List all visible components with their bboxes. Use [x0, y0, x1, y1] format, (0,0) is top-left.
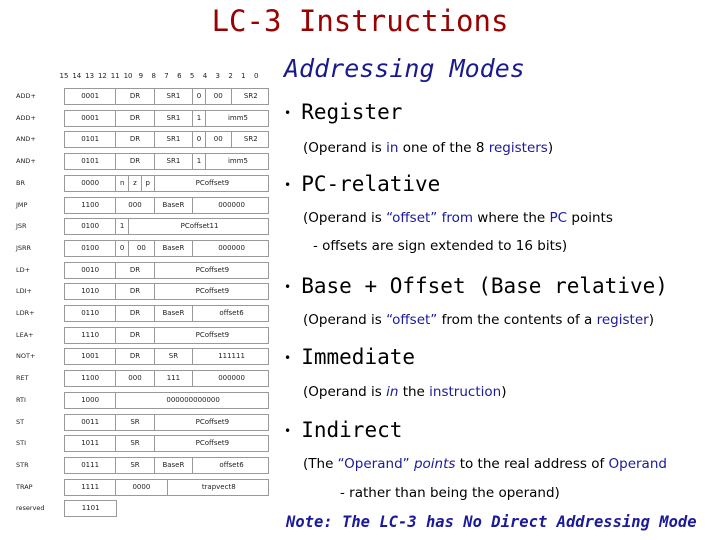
- encoding-field: PCoffset9: [195, 178, 230, 187]
- encoding-field: imm5: [227, 157, 248, 166]
- encoding-field: 0001: [65, 111, 116, 126]
- instruction-name: AND+: [16, 135, 36, 144]
- mode-base-offset-desc: (Operand is “offset” from the contents of a register): [303, 312, 654, 328]
- mode-register-desc: (Operand is in one of the 8 registers): [303, 140, 554, 156]
- mode-immediate-heading: • Immediate: [284, 345, 416, 369]
- encoding-field: offset6: [219, 460, 244, 469]
- bit-number: 5: [189, 72, 195, 80]
- mode-register-heading: • Register: [284, 100, 403, 124]
- encoding-field: 000000: [218, 200, 245, 209]
- instruction-name: reserved: [16, 504, 45, 513]
- encoding-field: SR2: [243, 135, 258, 144]
- instruction-name: NOT+: [16, 352, 36, 361]
- instruction-encoding: [64, 500, 117, 517]
- encoding-field: SR: [116, 415, 154, 430]
- encoding-field: SR: [116, 436, 154, 451]
- encoding-field: SR1: [155, 111, 193, 126]
- instruction-row: [0, 498, 276, 521]
- encoding-field: 1: [116, 219, 129, 234]
- instruction-encoding: [64, 348, 269, 365]
- encoding-field: z: [129, 176, 142, 191]
- instruction-name: STR: [16, 460, 29, 469]
- instruction-row: [0, 173, 276, 196]
- mode-pc-relative-desc: (Operand is “offset” from where the PC points: [303, 210, 613, 226]
- encoding-field: 0: [193, 132, 206, 147]
- instruction-name: LDI+: [16, 287, 32, 296]
- encoding-field: SR1: [155, 89, 193, 104]
- encoding-field: SR1: [155, 132, 193, 147]
- encoding-field: 1101: [81, 504, 100, 513]
- bit-number: 2: [228, 72, 233, 80]
- instruction-encoding: [64, 175, 269, 192]
- instruction-name: AND+: [16, 157, 36, 166]
- mode-indirect-sub: - rather than being the operand): [340, 485, 560, 501]
- page-title: LC-3 Instructions: [211, 4, 509, 38]
- instruction-name: LD+: [16, 265, 31, 274]
- mode-pc-relative-sub: - offsets are sign extended to 16 bits): [313, 238, 568, 254]
- encoding-field: 0000: [65, 176, 116, 191]
- instruction-row: [0, 260, 276, 283]
- encoding-field: 0110: [65, 306, 116, 321]
- bit-number: 8: [151, 72, 156, 80]
- instruction-name: BR: [16, 178, 25, 187]
- instruction-name: JMP: [16, 200, 28, 209]
- instruction-name: LEA+: [16, 330, 34, 339]
- instruction-row: [0, 238, 276, 261]
- encoding-field: 0: [116, 241, 129, 256]
- instruction-encoding: [64, 283, 269, 300]
- encoding-field: 0011: [65, 415, 116, 430]
- instruction-encoding: [64, 131, 269, 148]
- instruction-row: [0, 455, 276, 478]
- encoding-field: DR: [116, 349, 154, 364]
- bit-number: 9: [138, 72, 144, 80]
- encoding-field: imm5: [227, 113, 248, 122]
- instruction-encoding: [64, 479, 269, 496]
- instruction-row: [0, 108, 276, 131]
- encoding-field: p: [142, 176, 155, 191]
- mode-indirect-heading: • Indirect: [284, 418, 403, 442]
- instruction-encoding: [64, 327, 269, 344]
- encoding-field: DR: [116, 284, 154, 299]
- bit-number: 1: [241, 72, 246, 80]
- instruction-row: [0, 151, 276, 174]
- bit-number: 14: [72, 72, 82, 80]
- encoding-field: 0001: [65, 89, 116, 104]
- bit-number-header: [58, 72, 273, 82]
- instruction-name: JSRR: [16, 243, 32, 252]
- encoding-field: SR: [155, 349, 193, 364]
- encoding-field: 111: [155, 371, 193, 386]
- encoding-field: PCoffset9: [195, 417, 230, 426]
- encoding-field: DR: [116, 154, 154, 169]
- instruction-row: [0, 86, 276, 109]
- encoding-field: 0100: [65, 241, 116, 256]
- instruction-row: [0, 281, 276, 304]
- encoding-field: 1100: [65, 371, 116, 386]
- encoding-field: DR: [116, 132, 154, 147]
- instruction-name: ADD+: [16, 92, 36, 100]
- instruction-row: [0, 433, 276, 456]
- encoding-field: 000000000000: [166, 395, 220, 404]
- instruction-name: ADD+: [16, 113, 36, 122]
- mode-indirect-desc: (The “Operand” points to the real address of Operand: [303, 456, 667, 472]
- encoding-field: BaseR: [155, 458, 193, 473]
- instruction-name: LDR+: [16, 309, 35, 317]
- encoding-field: PCoffset9: [195, 265, 230, 274]
- instruction-row: [0, 195, 276, 218]
- encoding-field: 1111: [65, 480, 116, 495]
- encoding-field: trapvect8: [201, 482, 236, 491]
- encoding-field: 0010: [65, 263, 116, 278]
- encoding-field: DR: [116, 111, 154, 126]
- instruction-row: [0, 412, 276, 435]
- instruction-name: RTI: [16, 395, 26, 404]
- bit-number: 13: [85, 72, 95, 80]
- encoding-field: 00: [206, 89, 232, 104]
- encoding-field: 00: [129, 241, 155, 256]
- encoding-field: 1000: [65, 393, 116, 408]
- instruction-encoding-table: [0, 68, 276, 520]
- instruction-encoding: [64, 153, 269, 170]
- bit-number: 6: [177, 72, 182, 80]
- encoding-field: PCoffset9: [195, 439, 230, 448]
- encoding-field: 0111: [65, 458, 116, 473]
- instruction-encoding: [64, 88, 269, 105]
- mode-base-offset-heading: • Base + Offset (Base relative): [284, 274, 668, 298]
- encoding-field: 000000: [218, 374, 245, 383]
- instruction-encoding: [64, 435, 269, 452]
- encoding-field: 0: [193, 89, 206, 104]
- encoding-field: 00: [206, 132, 232, 147]
- instruction-name: TRAP: [16, 482, 33, 491]
- encoding-field: DR: [116, 89, 154, 104]
- instruction-row: [0, 346, 276, 369]
- bit-number: 3: [215, 72, 220, 80]
- section-subtitle: Addressing Modes: [284, 54, 525, 83]
- encoding-field: 1010: [65, 284, 116, 299]
- encoding-field: 0100: [65, 219, 116, 234]
- instruction-encoding: [64, 218, 269, 235]
- instruction-row: [0, 477, 276, 500]
- note-no-direct-addressing: Note: The LC-3 has No Direct Addressing Mode: [286, 513, 697, 531]
- mode-pc-relative-heading: • PC-relative: [284, 172, 441, 196]
- encoding-field: 000000: [218, 243, 245, 252]
- instruction-row: [0, 325, 276, 348]
- encoding-field: DR: [116, 263, 154, 278]
- instruction-encoding: [64, 305, 269, 322]
- instruction-row: [0, 368, 276, 391]
- bit-number: 11: [110, 72, 120, 80]
- encoding-field: 1100: [65, 198, 116, 213]
- encoding-field: offset6: [219, 309, 244, 317]
- encoding-field: PCoffset9: [195, 330, 230, 339]
- instruction-row: [0, 129, 276, 152]
- encoding-field: SR: [116, 458, 154, 473]
- bit-number: 0: [253, 72, 259, 80]
- instruction-encoding: [64, 262, 269, 279]
- instruction-name: RET: [16, 374, 29, 383]
- bit-number: 4: [202, 72, 208, 80]
- encoding-field: PCoffset11: [180, 222, 219, 231]
- encoding-field: 0000: [116, 480, 167, 495]
- bit-number: 15: [59, 72, 69, 80]
- encoding-field: BaseR: [155, 306, 193, 321]
- encoding-field: 1011: [65, 436, 116, 451]
- instruction-name: JSR: [16, 222, 27, 231]
- instruction-encoding: [64, 414, 269, 431]
- encoding-field: 1110: [65, 328, 116, 343]
- encoding-field: 0101: [65, 132, 116, 147]
- instruction-name: STI: [16, 439, 27, 448]
- encoding-field: 0101: [65, 154, 116, 169]
- instruction-encoding: [64, 370, 269, 387]
- encoding-field: 111111: [218, 352, 245, 361]
- encoding-field: DR: [116, 328, 154, 343]
- encoding-field: BaseR: [155, 198, 193, 213]
- encoding-field: 1: [193, 154, 206, 169]
- encoding-field: DR: [116, 306, 154, 321]
- encoding-field: SR2: [243, 92, 258, 100]
- encoding-field: BaseR: [155, 241, 193, 256]
- instruction-encoding: [64, 110, 269, 127]
- bit-number: 12: [97, 72, 107, 80]
- instruction-row: [0, 303, 276, 326]
- encoding-field: 1001: [65, 349, 116, 364]
- bit-number: 10: [123, 72, 133, 80]
- encoding-field: SR1: [155, 154, 193, 169]
- mode-immediate-desc: (Operand is in the instruction): [303, 384, 507, 400]
- instruction-encoding: [64, 392, 269, 409]
- encoding-field: PCoffset9: [195, 287, 230, 296]
- instruction-encoding: [64, 197, 269, 214]
- instruction-name: ST: [16, 417, 25, 426]
- encoding-field: 1: [193, 111, 206, 126]
- encoding-field: n: [116, 176, 129, 191]
- instruction-encoding: [64, 457, 269, 474]
- instruction-row: [0, 390, 276, 413]
- bit-number: 7: [164, 72, 169, 80]
- instruction-encoding: [64, 240, 269, 257]
- encoding-field: 000: [116, 198, 154, 213]
- instruction-row: [0, 216, 276, 239]
- encoding-field: 000: [116, 371, 154, 386]
